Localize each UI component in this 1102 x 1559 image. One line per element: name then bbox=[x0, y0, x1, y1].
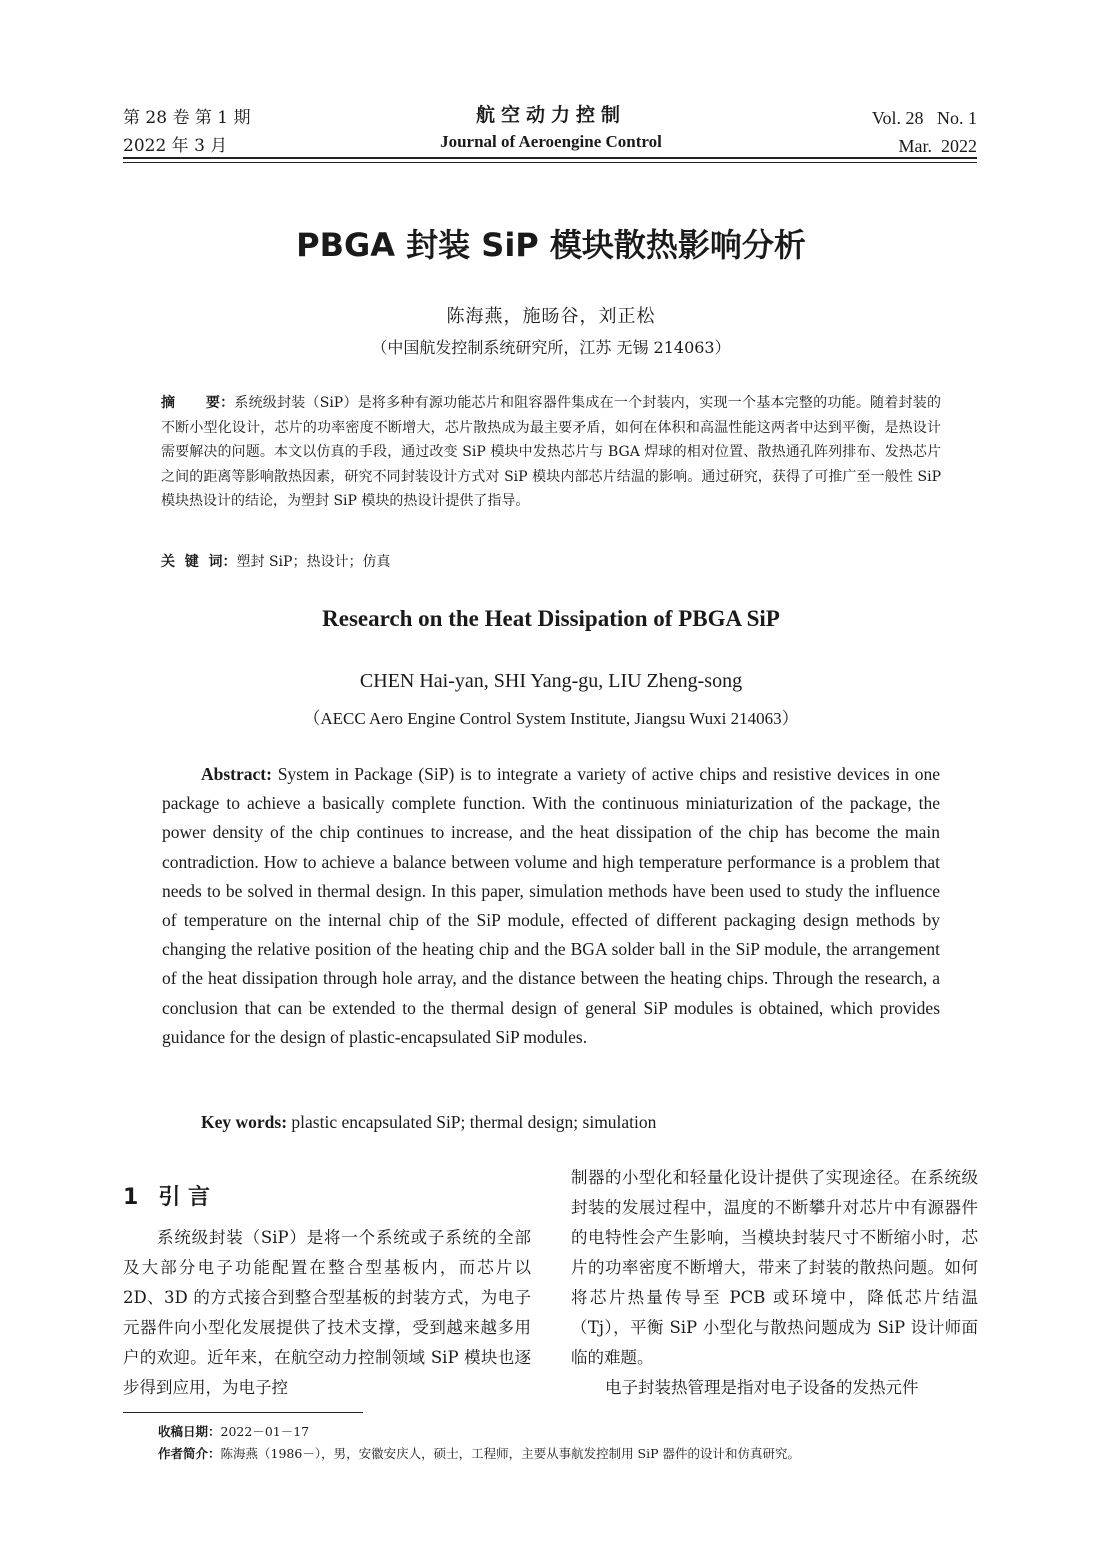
section-heading bbox=[123, 1180, 230, 1211]
author-bio: 陈海燕（1986－），男，安徽安庆人，硕士，工程师，主要从事航发控制用 SiP 器件的设计和仿真研究。 bbox=[220, 1446, 800, 1461]
abstract-en-label: Abstract: bbox=[201, 764, 272, 784]
journal-name-cn: 航空动力控制 bbox=[475, 104, 626, 126]
date-cn: 2022 年 3 月 bbox=[123, 136, 228, 156]
section-title: 引 言 bbox=[158, 1185, 210, 1210]
abstract-cn bbox=[161, 391, 941, 514]
authors-en: CHEN Hai-yan, SHI Yang-gu, LIU Zheng-song bbox=[359, 670, 743, 692]
abstract-en-text: System in Package (SiP) is to integrate a variety of active chips and resistive devices in one package to achieve a basically complete function. With the continuous miniaturization of the package, the power density of the chip continues to increase, and the heat dissipation of the chip has become the main contradiction. How to achieve a balance between volume and high temperature performance is a problem that needs to be solved in thermal design. In this paper, simulation methods have been used to study the influence of temperature on the internal chip of the SiP module, effected of different packaging design methods by changing the relative position of the heating chip and the BGA solder ball in the SiP module, the arrangement of the heat dissipation through hole array, and the distance between the heating chips. Through the research, a conclusion that can be extended to the thermal design of general SiP modules is obtained, which provides guidance for the design of plastic-encapsulated SiP modules. bbox=[162, 764, 940, 1047]
body-column-left bbox=[123, 1223, 531, 1403]
header-rule-thin bbox=[123, 162, 977, 163]
received-label: 收稿日期： bbox=[158, 1424, 221, 1439]
keywords-en-label: Key words: bbox=[201, 1112, 288, 1132]
footnote-received bbox=[158, 1421, 978, 1443]
keywords-cn-text: 塑封 SiP；热设计；仿真 bbox=[236, 554, 391, 570]
keywords-en bbox=[201, 1108, 941, 1137]
received-date: 2022－01－17 bbox=[220, 1424, 310, 1439]
affiliation-cn: （中国航发控制系统研究所，江苏 无锡 214063） bbox=[371, 338, 731, 357]
abstract-cn-label: 摘 要： bbox=[161, 395, 235, 411]
header-rule-thick bbox=[123, 157, 977, 159]
keywords-cn-label: 关 键 词： bbox=[161, 554, 237, 570]
volume-issue-en: Vol. 28 No. 1 bbox=[871, 108, 977, 128]
paper-title-en: Research on the Heat Dissipation of PBGA SiP bbox=[322, 606, 780, 631]
affiliation-en: （AECC Aero Engine Control System Institute, Jiangsu Wuxi 214063） bbox=[303, 709, 799, 728]
journal-name-en: Journal of Aeroengine Control bbox=[440, 132, 662, 151]
date-en: Mar. 2022 bbox=[898, 136, 977, 156]
body-paragraph: 制器的小型化和轻量化设计提供了实现途径。在系统级封装的发展过程中，温度的不断攀升对芯片中有源器件的电特性会产生影响，当模块封装尺寸不断缩小时，芯片的功率密度不断增大，带来了封装的散热问题。如何将芯片热量传导至 PCB 或环境中，降低芯片结温（Tj），平衡 SiP 小型化与散热问题成为 SiP 设计师面临的难题。 bbox=[571, 1168, 978, 1367]
keywords-en-text: plastic encapsulated SiP; thermal design; simulation bbox=[287, 1112, 657, 1132]
body-paragraph: 电子封装热管理是指对电子设备的发热元件 bbox=[605, 1378, 919, 1397]
body-column-right bbox=[571, 1163, 978, 1403]
volume-issue-cn: 第 28 卷 第 1 期 bbox=[123, 108, 251, 128]
body-paragraph: 系统级封装（SiP）是将一个系统或子系统的全部及大部分电子功能配置在整合型基板内，而芯片以 2D、3D 的方式接合到整合型基板的封装方式，为电子元器件向小型化发展提供了技术支撑，受到越来越多用户的欢迎。近年来，在航空动力控制领域 SiP 模块也逐步得到应用，为电子控 bbox=[123, 1228, 531, 1397]
abstract-cn-text: 系统级封装（SiP）是将多种有源功能芯片和阻容器件集成在一个封装内，实现一个基本完整的功能。随着封装的不断小型化设计，芯片的功率密度不断增大，芯片散热成为最主要矛盾，如何在体积和高温性能这两者中达到平衡，是热设计需要解决的问题。本文以仿真的手段，通过改变 SiP 模块中发热芯片与 BGA 焊球的相对位置、散热通孔阵列排布、发热芯片之间的距离等影响散热因素，研究不同封装设计方式对 SiP 模块内部芯片结温的影响。通过研究，获得了可推广至一般性 SiP 模块热设计的结论，为塑封 SiP 模块的热设计提供了指导。 bbox=[161, 395, 941, 509]
section-number: 1 bbox=[123, 1185, 139, 1210]
footnote-author bbox=[158, 1443, 978, 1465]
footnote bbox=[158, 1421, 978, 1465]
header-center bbox=[351, 102, 751, 156]
header-right bbox=[872, 104, 977, 160]
abstract-en bbox=[162, 760, 940, 1052]
header-left bbox=[123, 104, 250, 160]
keywords-cn bbox=[161, 550, 941, 574]
footnote-rule bbox=[123, 1412, 363, 1413]
author-bio-label: 作者简介： bbox=[158, 1446, 221, 1461]
authors-cn: 陈海燕，施旸谷，刘正松 bbox=[446, 306, 656, 327]
paper-title-cn: PBGA 封装 SiP 模块散热影响分析 bbox=[296, 226, 806, 264]
